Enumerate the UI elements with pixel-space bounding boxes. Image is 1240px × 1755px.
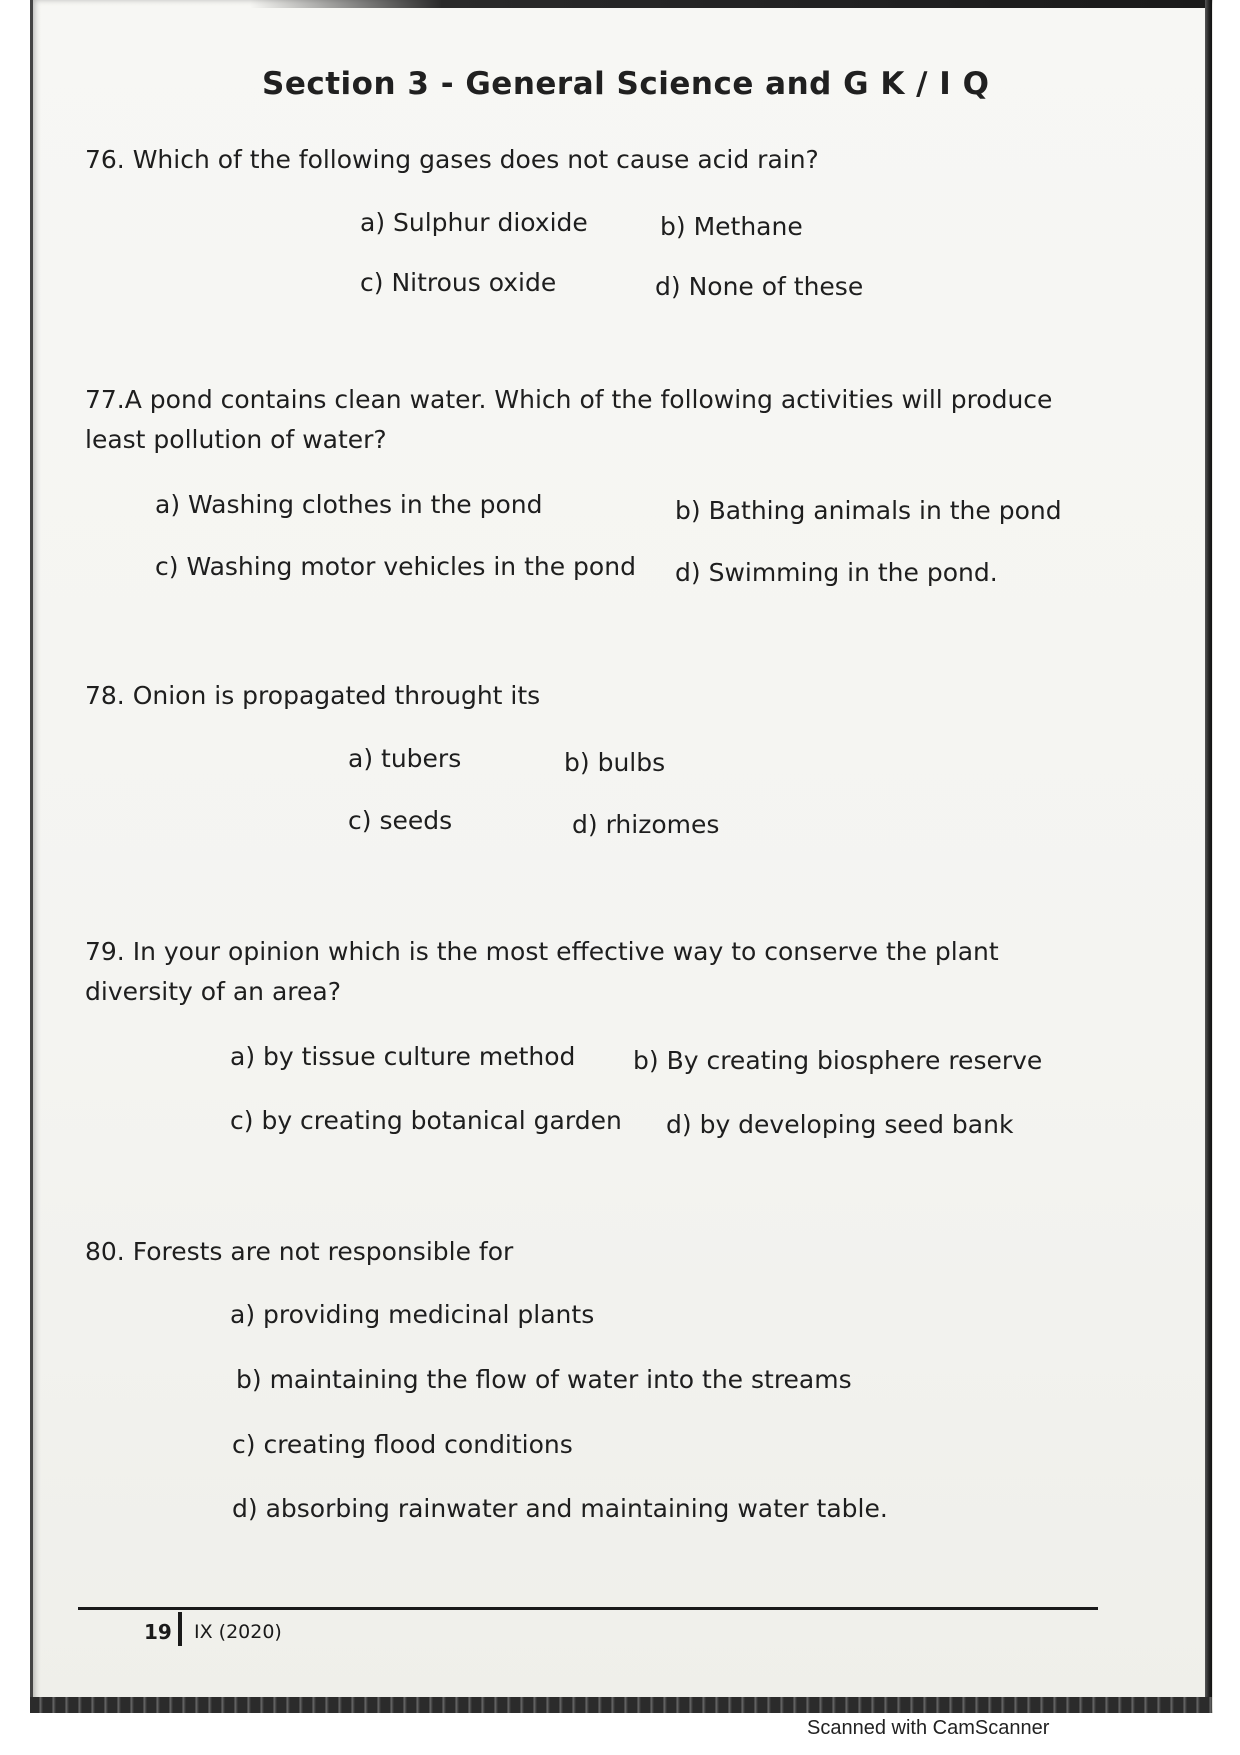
q80-option-a: a) providing medicinal plants <box>230 1300 595 1329</box>
q80-option-b: b) maintaining the flow of water into the streams <box>236 1365 852 1394</box>
q80-option-d: d) absorbing rainwater and maintaining water table. <box>232 1494 888 1523</box>
scanned-page <box>30 0 1213 1713</box>
q79-option-c: c) by creating botanical garden <box>230 1106 622 1135</box>
q76-option-c: c) Nitrous oxide <box>360 268 557 297</box>
q78-option-c: c) seeds <box>348 806 453 835</box>
question-79: 79. In your opinion which is the most effective way to conserve the plant diversity of an area? <box>85 937 999 1006</box>
question-76: 76. Which of the following gases does not cause acid rain? <box>85 145 819 174</box>
q76-option-d: d) None of these <box>655 272 864 301</box>
page-right-edge <box>1205 0 1212 1713</box>
q77-option-d: d) Swimming in the pond. <box>675 558 998 587</box>
q76-option-b: b) Methane <box>660 212 803 241</box>
q77-option-a: a) Washing clothes in the pond <box>155 490 543 519</box>
class-label: IX (2020) <box>194 1621 282 1643</box>
q76-option-a: a) Sulphur dioxide <box>360 208 588 237</box>
section-title: Section 3 - General Science and G K / I Q <box>262 66 990 102</box>
page-number: 19 <box>144 1620 172 1644</box>
footer-rule <box>78 1607 1098 1610</box>
question-80: 80. Forests are not responsible for <box>85 1237 514 1266</box>
scanner-watermark: Scanned with CamScanner <box>807 1717 1050 1739</box>
q80-option-c: c) creating flood conditions <box>232 1430 573 1459</box>
q77-option-b: b) Bathing animals in the pond <box>675 496 1062 525</box>
q79-option-d: d) by developing seed bank <box>666 1110 1014 1139</box>
question-78: 78. Onion is propagated throught its <box>85 681 541 710</box>
q79-option-a: a) by tissue culture method <box>230 1042 576 1071</box>
footer-separator <box>178 1612 182 1646</box>
q79-option-b: b) By creating biosphere reserve <box>633 1046 1043 1075</box>
q78-option-b: b) bulbs <box>564 748 666 777</box>
page-top-edge <box>250 0 1210 8</box>
q78-option-a: a) tubers <box>348 744 462 773</box>
page-bottom-edge <box>30 1697 1212 1713</box>
question-77: 77.A pond contains clean water. Which of the following activities will produce least pollution of water? <box>85 385 1053 454</box>
q78-option-d: d) rhizomes <box>572 810 720 839</box>
q77-option-c: c) Washing motor vehicles in the pond <box>155 552 636 581</box>
